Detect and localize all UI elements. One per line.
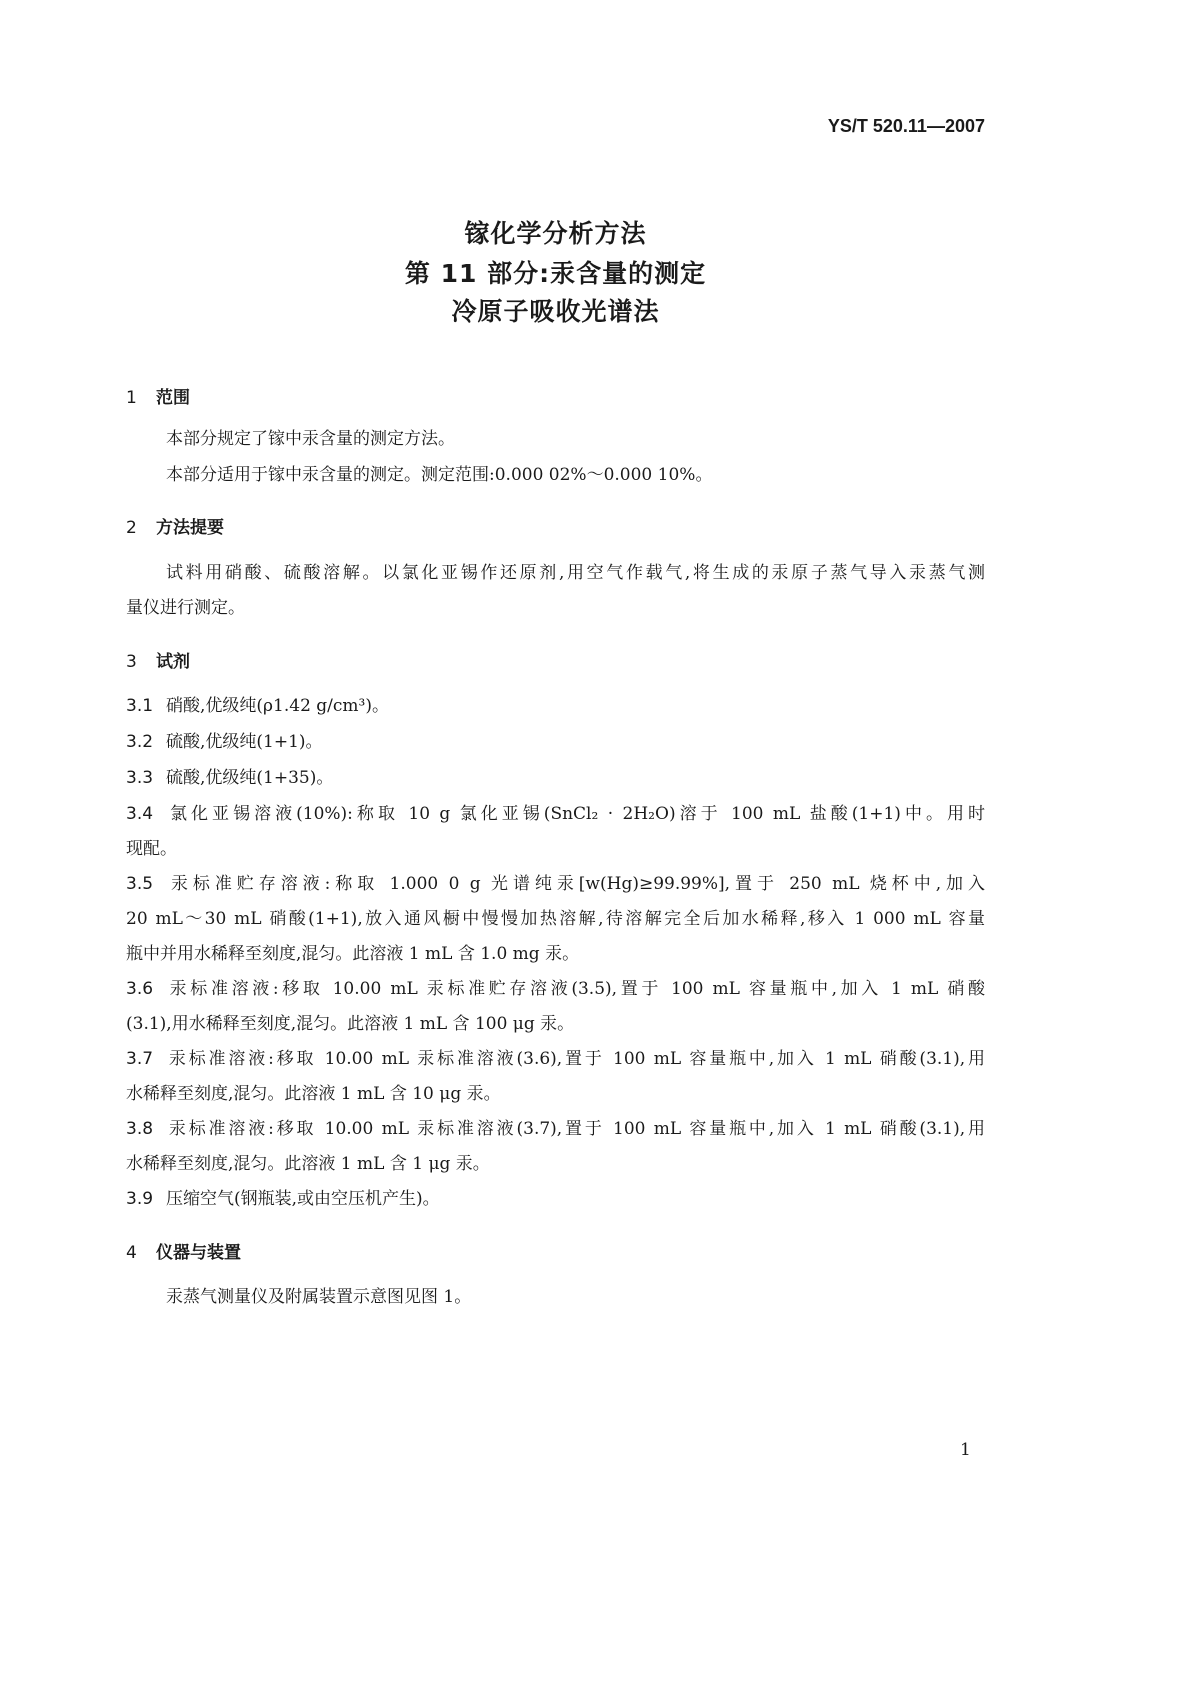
text-line	[126, 458, 985, 493]
section-heading	[126, 513, 224, 538]
text-line	[126, 902, 985, 937]
item-number: 3.3	[126, 768, 154, 788]
line-text: 本部分规定了镓中汞含量的测定方法。	[166, 429, 455, 449]
document-method-title: 冷原子吸收光谱法	[451, 297, 660, 326]
text-line	[126, 1182, 985, 1217]
text-line	[126, 1077, 985, 1112]
item-number: 3.9	[126, 1189, 154, 1209]
reagent-item	[126, 867, 985, 972]
section-title: 范围	[156, 388, 190, 408]
section-title: 试剂	[156, 652, 190, 672]
line-text: 压缩空气(钢瓶装,或由空压机产生)。	[166, 1189, 440, 1209]
text-line	[126, 591, 985, 626]
text-line	[126, 761, 985, 796]
text-line	[126, 972, 985, 1007]
section-heading	[126, 647, 190, 672]
page-number: 1	[960, 1440, 971, 1460]
text-line	[126, 725, 985, 760]
paragraph	[126, 458, 985, 493]
line-text: 水稀释至刻度,混匀。此溶液 1 mL 含 10 μg 汞。	[126, 1084, 501, 1104]
line-text: 硫酸,优级纯(1+35)。	[166, 768, 334, 788]
line-text: 水稀释至刻度,混匀。此溶液 1 mL 含 1 μg 汞。	[126, 1154, 490, 1174]
text-line	[126, 1042, 985, 1077]
line-text: 现配。	[126, 839, 177, 859]
text-line	[126, 556, 985, 591]
item-number: 3.7	[126, 1049, 154, 1069]
section-title: 方法提要	[156, 518, 224, 538]
line-text: 试料用硝酸、硫酸溶解。以氯化亚锡作还原剂,用空气作载气,将生成的汞原子蒸气导入汞蒸气测	[166, 563, 985, 583]
text-line	[126, 1147, 985, 1182]
line-text: 汞标准溶液:移取 10.00 mL 汞标准贮存溶液(3.5),置于 100 mL 容量瓶中,加入 1 mL 硝酸	[166, 979, 985, 999]
section-number: 3	[126, 652, 137, 672]
paragraph	[126, 422, 985, 457]
item-number: 3.5	[126, 874, 154, 894]
document-part-title: 第 11 部分:汞含量的测定	[404, 259, 707, 288]
line-text: 硫酸,优级纯(1+1)。	[166, 732, 323, 752]
reagent-item	[126, 1182, 985, 1217]
line-text: 汞蒸气测量仪及附属装置示意图见图 1。	[166, 1287, 472, 1307]
reagent-item	[126, 725, 985, 760]
section-number: 1	[126, 388, 137, 408]
reagent-item	[126, 689, 985, 724]
reagent-item	[126, 972, 985, 1042]
reagent-item	[126, 761, 985, 796]
item-number: 3.1	[126, 696, 154, 716]
line-text: 量仪进行测定。	[126, 598, 245, 618]
text-line	[126, 937, 985, 972]
text-line	[126, 832, 985, 867]
item-number: 3.6	[126, 979, 154, 999]
text-line	[126, 1112, 985, 1147]
text-line	[126, 867, 985, 902]
item-number: 3.2	[126, 732, 154, 752]
section-heading	[126, 1238, 241, 1263]
paragraph	[126, 556, 985, 626]
section-number: 4	[126, 1243, 137, 1263]
item-number: 3.4	[126, 804, 154, 824]
standard-code: YS/T 520.11—2007	[827, 116, 985, 136]
line-text: 汞标准溶液:移取 10.00 mL 汞标准溶液(3.6),置于 100 mL 容量瓶中,加入 1 mL 硝酸(3.1),用	[166, 1049, 985, 1069]
text-line	[126, 1280, 985, 1315]
document-title: 镓化学分析方法	[464, 219, 647, 248]
reagent-item	[126, 1112, 985, 1182]
section-heading	[126, 383, 190, 408]
section-title: 仪器与装置	[156, 1243, 241, 1263]
line-text: (3.1),用水稀释至刻度,混匀。此溶液 1 mL 含 100 μg 汞。	[126, 1014, 575, 1034]
line-text: 氯化亚锡溶液(10%):称取 10 g 氯化亚锡(SnCl₂ · 2H₂O)溶于 100 mL 盐酸(1+1)中。用时	[166, 804, 985, 824]
line-text: 瓶中并用水稀释至刻度,混匀。此溶液 1 mL 含 1.0 mg 汞。	[126, 944, 580, 964]
text-line	[126, 689, 985, 724]
text-line	[126, 422, 985, 457]
line-text: 20 mL～30 mL 硝酸(1+1),放入通风橱中慢慢加热溶解,待溶解完全后加水稀释,移入 1 000 mL 容量	[126, 909, 985, 929]
line-text: 硝酸,优级纯(ρ1.42 g/cm³)。	[166, 696, 389, 716]
section-number: 2	[126, 518, 137, 538]
reagent-item	[126, 797, 985, 867]
line-text: 本部分适用于镓中汞含量的测定。测定范围:0.000 02%～0.000 10%。	[166, 465, 713, 485]
text-line	[126, 797, 985, 832]
item-number: 3.8	[126, 1119, 154, 1139]
reagent-item	[126, 1042, 985, 1112]
line-text: 汞标准贮存溶液:称取 1.000 0 g 光谱纯汞[w(Hg)≥99.99%],置于 250 mL 烧杯中,加入	[166, 874, 985, 894]
paragraph	[126, 1280, 985, 1315]
text-line	[126, 1007, 985, 1042]
line-text: 汞标准溶液:移取 10.00 mL 汞标准溶液(3.7),置于 100 mL 容量瓶中,加入 1 mL 硝酸(3.1),用	[166, 1119, 985, 1139]
